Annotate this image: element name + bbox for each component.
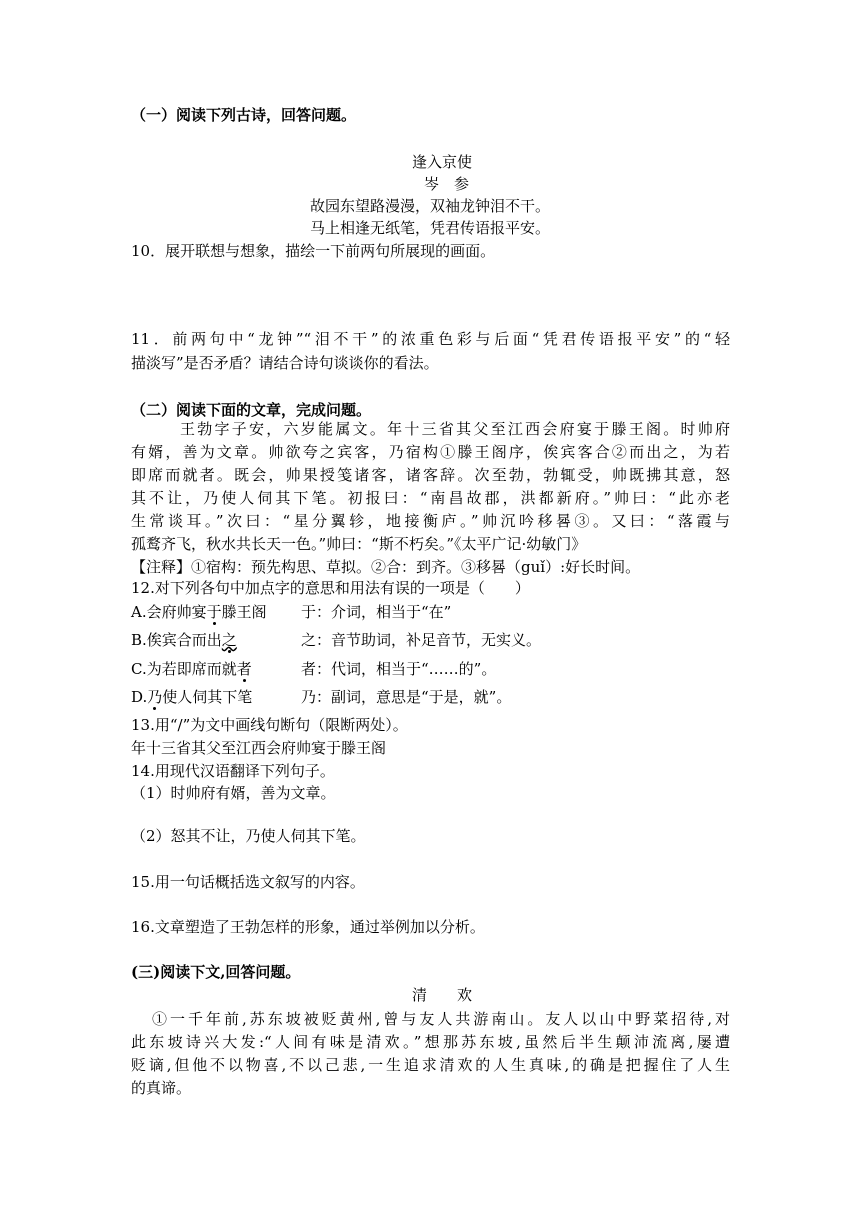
essay-line-3: 贬谪,但他不以物喜,不以己悲,一生追求清欢的人生真味,的确是把握住了人生: [131, 1056, 730, 1074]
section-1-heading: （一）阅读下列古诗，回答问题。: [131, 106, 357, 124]
section-2-heading: （二）阅读下面的文章，完成问题。: [131, 401, 372, 419]
question-13: 13.用“/”为文中画线句断句（限断两处）。: [131, 716, 408, 734]
essay-line-2: 此东坡诗兴大发:“人间有味是清欢。”想那苏东坡,虽然后半生颠沛流离,屡遭: [131, 1033, 730, 1051]
option-c-text-before: C.为若即席而就: [131, 660, 237, 678]
option-a: [131, 602, 267, 622]
question-10: 10．展开联想与想象，描绘一下前两句所展现的画面。: [131, 242, 496, 260]
option-c-dotted-char: 者: [236, 660, 252, 678]
poem-author: 岑 参: [424, 175, 470, 193]
option-b-explanation: 之：音节助词，补足音节，无实义。: [301, 631, 542, 649]
essay-title: 清 欢: [412, 986, 473, 1004]
essay-line-4: 的真谛。: [131, 1079, 192, 1097]
option-a-explanation: 于：介词，相当于“在”: [301, 603, 452, 621]
option-c: [131, 659, 252, 679]
option-a-dotted-char: 于: [206, 603, 222, 621]
passage-line-1: 王勃字子安，六岁能属文。年十三省其父至江西会府宴于滕王阁。时帅府: [180, 420, 730, 438]
option-b-text-before: B.俟宾合而出: [131, 631, 222, 649]
question-13-sentence: 年十三省其父至江西会府帅宴于滕王阁: [131, 739, 387, 757]
question-12: 12.对下列各句中加点字的意思和用法有误的一项是（ ）: [131, 579, 530, 597]
option-a-text-before: A.会府帅宴: [131, 603, 207, 621]
passage-line-4: 其不让，乃使人伺其下笔。初报曰：“南昌故郡，洪都新府。”帅曰：“此亦老: [131, 489, 730, 507]
question-14-part-2: （2）怒其不让，乃使人伺其下笔。: [131, 827, 366, 845]
question-15: 15.用一句话概括选文叙写的内容。: [131, 873, 365, 891]
passage-line-5: 生常谈耳。”次曰：“星分翼轸，地接衡庐。”帅沉吟移晷③。又曰：“落霞与: [131, 512, 730, 530]
question-11-line-2: 描淡写”是否矛盾？请结合诗句谈谈你的看法。: [131, 354, 439, 372]
question-14: 14.用现代汉语翻译下列句子。: [131, 762, 335, 780]
section-3-heading: (三)阅读下文,回答问题。: [131, 963, 301, 981]
option-d-text-after: 使人伺其下笔: [162, 688, 253, 706]
poem-title: 逢入京使: [412, 153, 473, 171]
annotation-note: 【注释】①宿构：预先构思、草拟。②合：到齐。③移晷（guǐ）:好长时间。: [131, 558, 641, 576]
option-b: [131, 630, 237, 650]
option-c-explanation: 者：代词，相当于“……的”。: [301, 660, 497, 678]
poem-line-1: 故园东望路漫漫，双袖龙钟泪不干。: [310, 197, 551, 215]
essay-line-1: ①一千年前,苏东坡被贬黄州,曾与友人共游南山。友人以山中野菜招待,对: [152, 1010, 730, 1028]
passage-line-6: 孤鹜齐飞，秋水共长天一色。”帅曰：“斯不朽矣。”《太平广记·幼敏门》: [131, 535, 587, 553]
option-d-dotted-char: 乃: [147, 688, 163, 706]
question-14-part-1: （1）时帅府有婿，善为文章。: [131, 784, 336, 802]
question-16: 16.文章塑造了王勃怎样的形象，通过举例加以分析。: [131, 918, 485, 936]
option-d-explanation: 乃：副词，意思是“于是，就”。: [301, 688, 512, 706]
option-a-text-after: 滕王阁: [221, 603, 267, 621]
poem-line-2: 马上相逢无纸笔，凭君传语报平安。: [310, 219, 551, 237]
question-11-line-1: 11．前两句中“龙钟”“泪不干”的浓重色彩与后面“凭君传语报平安”的“轻: [131, 330, 730, 348]
option-d: [131, 687, 252, 707]
option-d-text-before: D.: [131, 688, 148, 706]
passage-line-3: 即席而就者。既会，帅果授笺诸客，诸客辞。次至勃，勃辄受，帅既拂其意，怒: [131, 466, 730, 484]
passage-line-2: 有婿，善为文章。帅欲夸之宾客，乃宿构①滕王阁序，俟宾客合②而出之，为若: [131, 443, 730, 461]
option-b-dotted-char: 之: [221, 631, 237, 649]
